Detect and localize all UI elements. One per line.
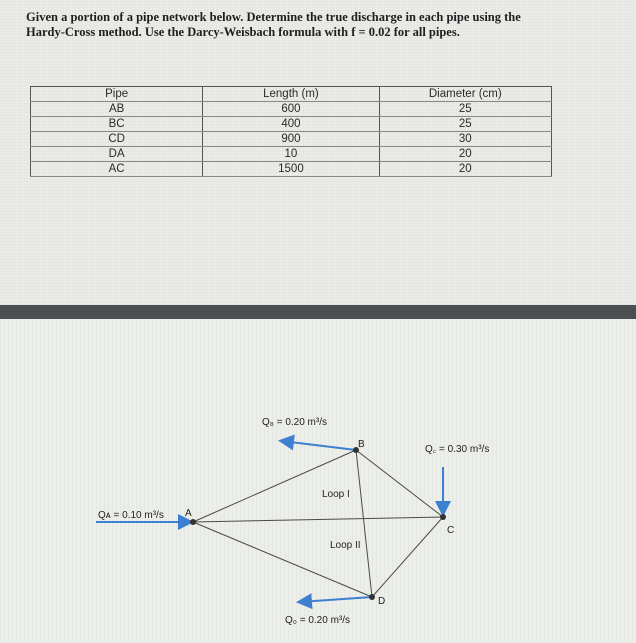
label-qa: Qᴀ = 0.10 m³/s	[98, 510, 164, 521]
table-header-row	[31, 87, 552, 102]
node-label-a: A	[185, 508, 192, 519]
node-label-d: D	[378, 596, 386, 607]
cell-length: 900	[203, 132, 379, 147]
pipe-cd	[372, 517, 443, 597]
loop-1-label: Loop I	[322, 489, 350, 500]
cell-diameter: 20	[379, 147, 551, 162]
header-pipe: Pipe	[31, 87, 203, 102]
pipe-network-diagram	[0, 319, 636, 643]
table-row	[31, 162, 552, 177]
cell-diameter: 20	[379, 162, 551, 177]
cell-pipe: CD	[31, 132, 203, 147]
pipe-table	[30, 86, 552, 177]
pipe-bd	[356, 450, 372, 597]
table-row	[31, 132, 552, 147]
problem-sheet	[0, 0, 636, 305]
header-length: Length (m)	[203, 87, 379, 102]
problem-statement	[26, 10, 606, 40]
cell-length: 600	[203, 102, 379, 117]
loop-2-label: Loop II	[330, 540, 361, 551]
label-qc: Q꜀ = 0.30 m³/s	[425, 444, 490, 455]
cell-length: 400	[203, 117, 379, 132]
problem-line-1: Given a portion of a pipe network below. Determine the true discharge in each pipe using the	[26, 10, 521, 24]
pipe-bc	[356, 450, 443, 517]
label-qb: Q₈ = 0.20 m³/s	[262, 417, 327, 428]
table-row	[31, 102, 552, 117]
pipe-ab	[193, 450, 356, 522]
pipe-ac	[193, 517, 443, 522]
label-qd: Q₀ = 0.20 m³/s	[285, 615, 351, 626]
node-d-dot	[369, 594, 375, 600]
diagram-area	[0, 319, 636, 643]
outflow-d-arrow	[300, 597, 372, 602]
cell-length: 10	[203, 147, 379, 162]
cell-pipe: DA	[31, 147, 203, 162]
node-c-dot	[440, 514, 446, 520]
table-row	[31, 117, 552, 132]
header-diameter: Diameter (cm)	[379, 87, 551, 102]
table-row	[31, 147, 552, 162]
divider-band	[0, 305, 636, 319]
cell-diameter: 30	[379, 132, 551, 147]
problem-line-2: Hardy-Cross method. Use the Darcy-Weisbach formula with f = 0.02 for all pipes.	[26, 25, 460, 39]
cell-diameter: 25	[379, 117, 551, 132]
node-label-c: C	[447, 525, 455, 536]
node-label-b: B	[358, 439, 365, 450]
pipe-da	[193, 522, 372, 597]
node-a-dot	[190, 519, 196, 525]
cell-diameter: 25	[379, 102, 551, 117]
outflow-b-arrow	[282, 441, 356, 450]
cell-pipe: BC	[31, 117, 203, 132]
cell-length: 1500	[203, 162, 379, 177]
cell-pipe: AB	[31, 102, 203, 117]
cell-pipe: AC	[31, 162, 203, 177]
